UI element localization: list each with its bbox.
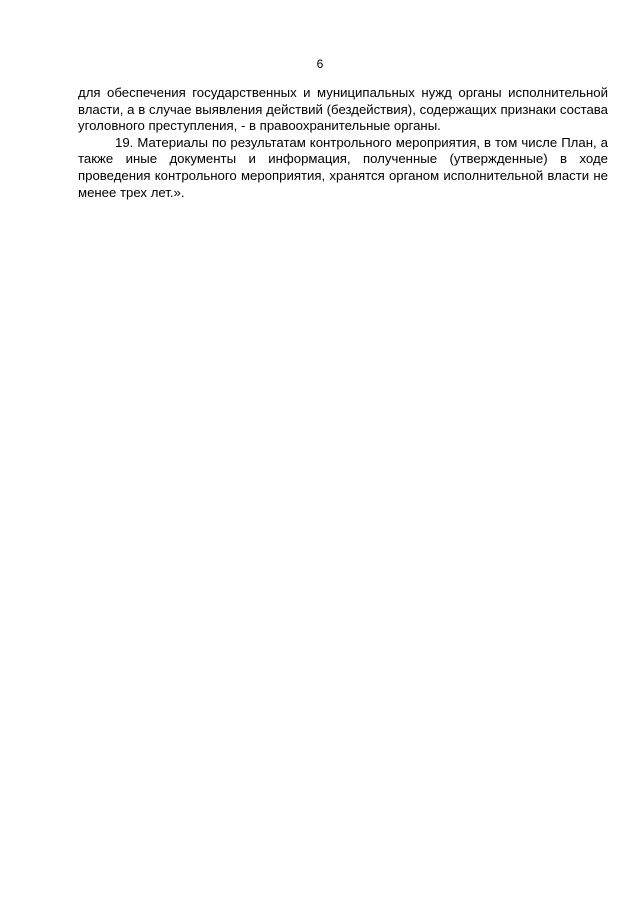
document-body [78,85,608,201]
page-number: 6 [316,57,324,71]
paragraph-item-19: 19. Материалы по результатам контрольного мероприятия, в том числе План, а также иные документы и информация, полученные (утвержденные) в ходе проведения контрольного мероприятия, хранятся органом исполнительной власти не менее трех лет.». [78,134,608,200]
paragraph-continuation: для обеспечения государственных и муниципальных нужд органы исполнительной власти, а в случае выявления действий (бездействия), содержащих признаки состава уголовного преступления, - в правоохранительные органы. [78,85,608,134]
